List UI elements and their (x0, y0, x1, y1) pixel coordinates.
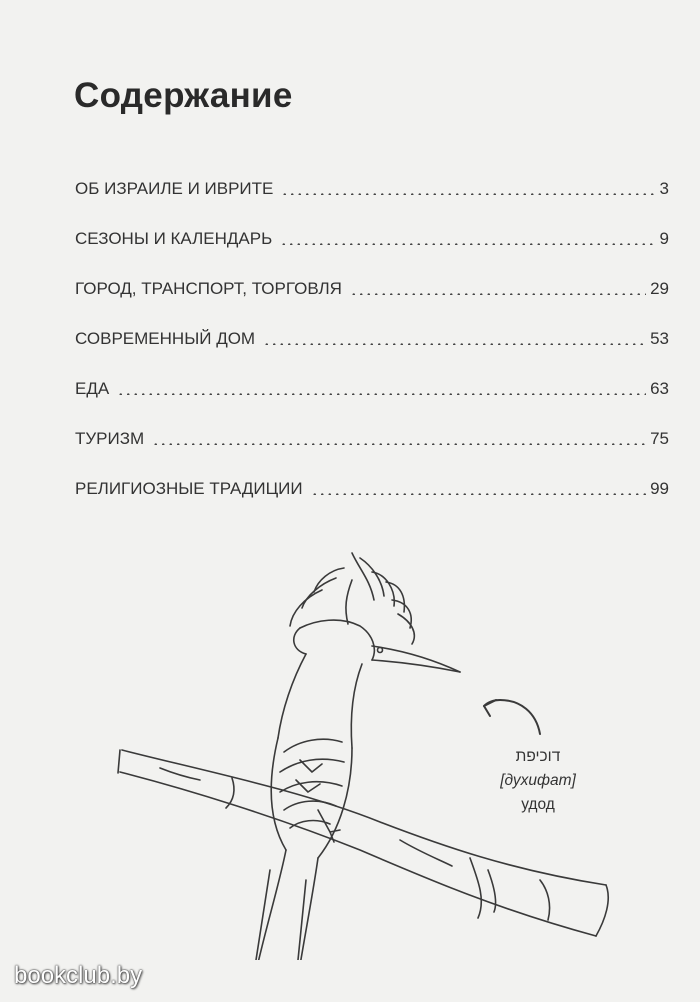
caption-hebrew: דוכיפת (515, 748, 561, 765)
toc-entry[interactable] (75, 414, 669, 464)
toc-entry-page: 63 (650, 379, 669, 398)
dot-leader (263, 343, 646, 345)
dot-leader (281, 193, 655, 195)
watermark: bookclub.by (14, 962, 143, 989)
caption-russian: удод (521, 796, 555, 813)
dot-leader (152, 443, 646, 445)
toc-entry-title: ГОРОД, ТРАНСПОРТ, ТОРГОВЛЯ (75, 279, 342, 298)
toc-entry[interactable] (75, 264, 669, 314)
toc-entry-page: 75 (650, 429, 669, 448)
toc-entry[interactable] (75, 214, 669, 264)
dot-leader (350, 293, 646, 295)
toc-entry-title: ОБ ИЗРАИЛЕ И ИВРИТЕ (75, 179, 274, 198)
toc-entry-title: РЕЛИГИОЗНЫЕ ТРАДИЦИИ (75, 479, 303, 498)
page-title: Содержание (74, 76, 293, 115)
toc-entry-page: 99 (650, 479, 669, 498)
hoopoe-illustration (0, 540, 700, 960)
toc-entry[interactable] (75, 464, 669, 514)
toc-entry-page: 29 (650, 279, 669, 298)
dot-leader (117, 393, 646, 395)
toc-entry-title: ТУРИЗМ (75, 429, 145, 448)
toc-entry[interactable] (75, 364, 669, 414)
illustration-caption (488, 745, 588, 817)
toc-entry-title: СОВРЕМЕННЫЙ ДОМ (75, 329, 256, 348)
dot-leader (280, 243, 655, 245)
hoopoe-bird-drawing (252, 553, 460, 960)
table-of-contents (75, 164, 669, 514)
dot-leader (311, 493, 646, 495)
toc-entry[interactable] (75, 164, 669, 214)
curved-arrow (484, 700, 540, 734)
toc-entry-title: СЕЗОНЫ И КАЛЕНДАРЬ (75, 229, 273, 248)
toc-entry[interactable] (75, 314, 669, 364)
toc-entry-page: 3 (659, 179, 669, 198)
caption-transliteration: [духифат] (500, 772, 576, 789)
toc-entry-title: ЕДА (75, 379, 110, 398)
toc-entry-page: 9 (659, 229, 669, 248)
toc-entry-page: 53 (650, 329, 669, 348)
